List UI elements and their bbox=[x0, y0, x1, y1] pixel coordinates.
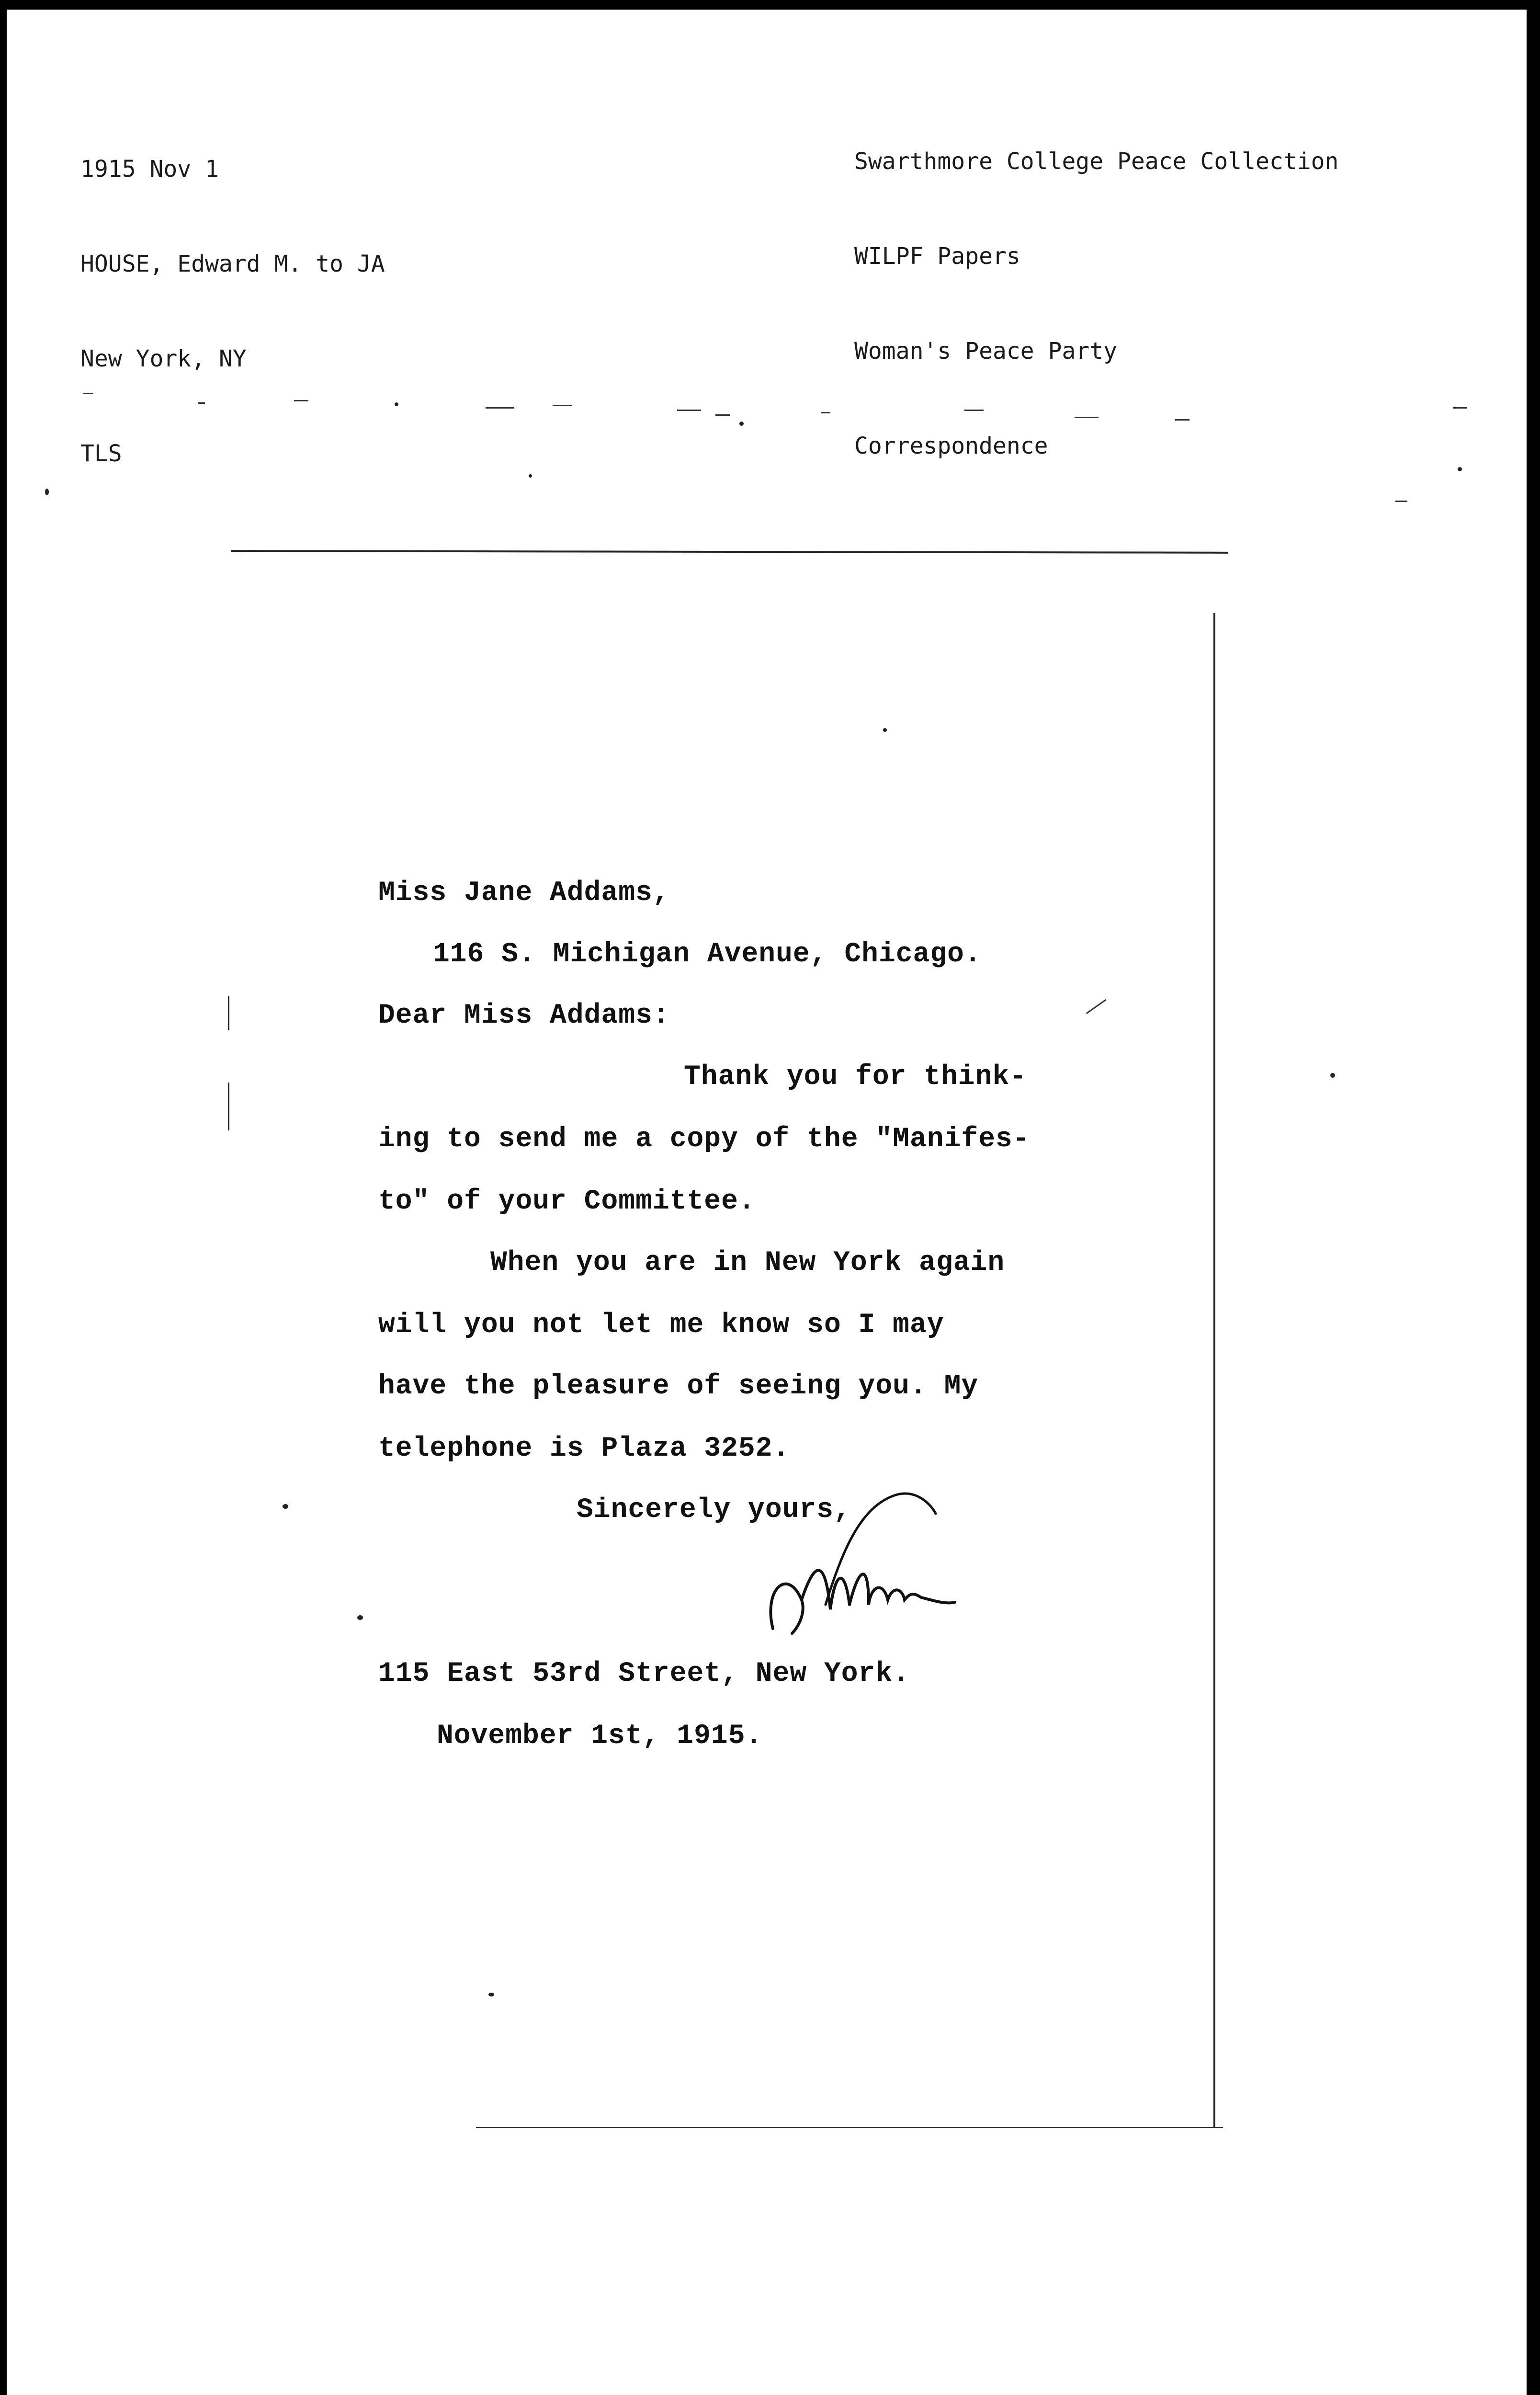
catalog-series: WILPF Papers bbox=[854, 243, 1020, 270]
body-line-2: ing to send me a copy of the "Manifes- bbox=[378, 1124, 1030, 1155]
catalog-correspondents: HOUSE, Edward M. to JA bbox=[80, 251, 385, 277]
letter-right-edge bbox=[1213, 613, 1215, 2127]
body-line-6: have the pleasure of seeing you. My bbox=[378, 1371, 979, 1402]
body-line-3: to" of your Committee. bbox=[378, 1186, 756, 1217]
document-page bbox=[7, 10, 1527, 2395]
signature bbox=[744, 1485, 974, 1648]
recipient-name: Miss Jane Addams, bbox=[378, 878, 670, 909]
letter-top-edge bbox=[231, 550, 1228, 554]
body-line-7: telephone is Plaza 3252. bbox=[378, 1433, 790, 1464]
body-line-5: will you not let me know so I may bbox=[378, 1310, 944, 1341]
catalog-right bbox=[854, 82, 1338, 525]
recipient-address: 116 S. Michigan Avenue, Chicago. bbox=[433, 939, 982, 970]
letter-bottom-edge bbox=[476, 2127, 1223, 2128]
letter-left-mark bbox=[228, 996, 229, 1030]
catalog-subseries: Woman's Peace Party bbox=[854, 338, 1118, 365]
salutation: Dear Miss Addams: bbox=[378, 1000, 670, 1031]
body-line-4: When you are in New York again bbox=[490, 1247, 1005, 1278]
sender-address: 115 East 53rd Street, New York. bbox=[378, 1658, 910, 1689]
closing: Sincerely yours, bbox=[577, 1494, 851, 1526]
catalog-left bbox=[80, 90, 385, 533]
catalog-date: 1915 Nov 1 bbox=[80, 156, 219, 182]
catalog-place: New York, NY bbox=[80, 345, 247, 372]
catalog-folder: Correspondence bbox=[854, 433, 1048, 459]
catalog-type: TLS bbox=[80, 440, 122, 467]
body-line-1: Thank you for think- bbox=[684, 1061, 1027, 1093]
letter-date: November 1st, 1915. bbox=[437, 1721, 763, 1752]
letter-left-mark-2 bbox=[228, 1083, 229, 1130]
catalog-collection: Swarthmore College Peace Collection bbox=[854, 148, 1339, 175]
